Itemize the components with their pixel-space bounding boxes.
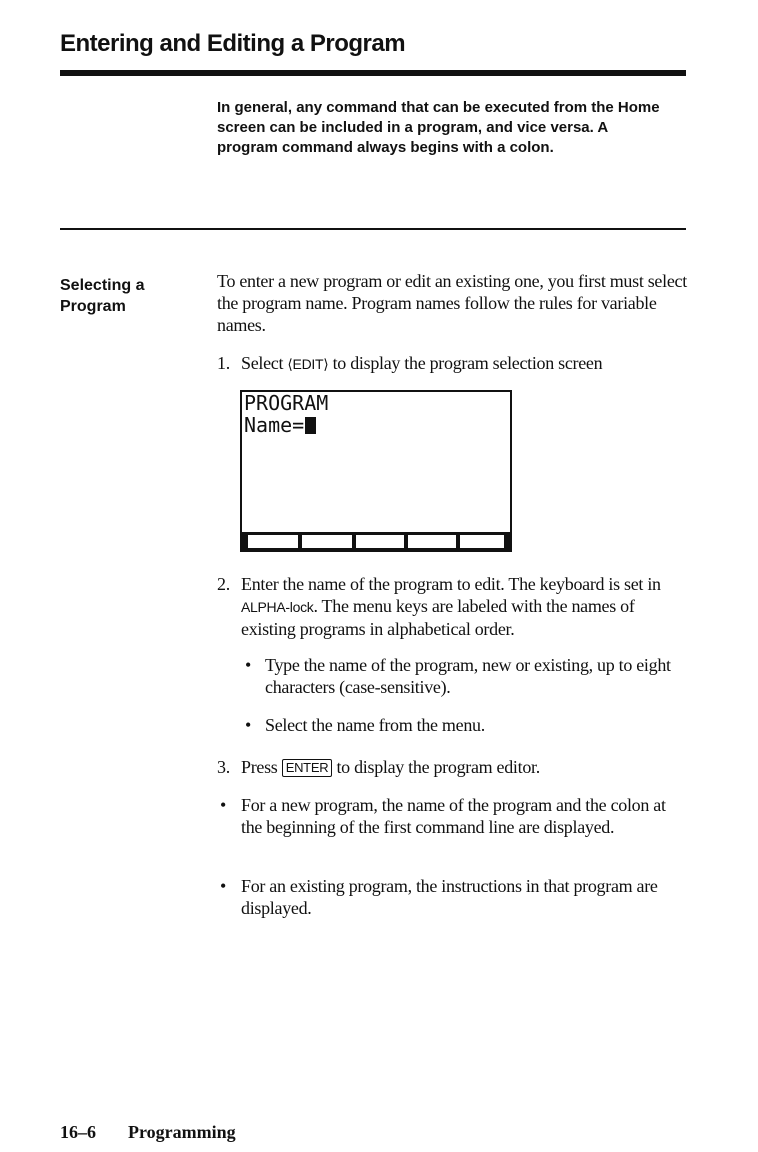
page-title: Entering and Editing a Program [60,30,406,57]
title-rule [60,70,686,76]
section-heading [60,275,190,317]
chapter-name: Programming [128,1122,236,1142]
alpha-lock-mode: ALPHA-lock [241,599,314,615]
section-heading-line2: Program [60,298,126,315]
step-text: . The menu keys are labeled with the names of existing programs in alphabetical order. [241,596,635,639]
step-text: Enter the name of the program to edit. The keyboard is set in [241,574,661,594]
cursor-icon [305,417,316,434]
page-number: 16–6 [60,1122,96,1142]
step-3 [217,756,687,778]
menu-key-3 [356,535,404,548]
bullet-text: Type the name of the program, new or existing, up to eight characters (case-sensitive). [265,655,671,697]
section-heading-line1: Selecting a [60,277,145,294]
step-number: 3. [217,757,230,777]
bullet-icon: • [220,876,227,896]
step3-bullet-1 [220,794,685,838]
menu-key-5 [460,535,504,548]
screen-title-line: PROGRAM [244,391,329,415]
bullet-icon: • [220,795,227,815]
edit-menu-key: ⟨EDIT⟩ [287,356,329,372]
bullet-text: For an existing program, the instructions in that program are displayed. [241,876,658,918]
screen-name-prompt: Name= [244,413,305,437]
enter-key: ENTER [282,759,333,777]
calculator-screen [240,390,512,552]
section-rule [60,228,686,230]
page-footer [60,1122,236,1143]
step-text: to display the program selection screen [328,353,603,373]
section-paragraph: To enter a new program or edit an existing one, you first must select the program name. Program names follow the rules for variable names. [217,271,687,335]
step-number: 1. [217,353,230,373]
step-text: Press [241,757,282,777]
screen-menu-bar [242,532,510,550]
intro-paragraph: In general, any command that can be executed from the Home screen can be included in a program, and vice versa. A program command always begins with a colon. [217,99,660,156]
step-number: 2. [217,574,230,594]
step3-bullet-2 [220,875,685,919]
bullet-text: Select the name from the menu. [265,715,485,735]
bullet-icon: • [245,655,252,675]
menu-key-2 [302,535,352,548]
step2-bullet-1 [245,654,685,698]
screen-name-line [244,414,316,436]
step2-bullet-2 [245,714,685,736]
step-2 [217,573,687,640]
step-1 [217,352,687,375]
step-text: to display the program editor. [332,757,540,777]
menu-key-1 [248,535,298,548]
step-text: Select [241,353,288,373]
menu-key-4 [408,535,456,548]
bullet-icon: • [245,715,252,735]
bullet-text: For a new program, the name of the program and the colon at the beginning of the first command line are displayed. [241,795,666,837]
